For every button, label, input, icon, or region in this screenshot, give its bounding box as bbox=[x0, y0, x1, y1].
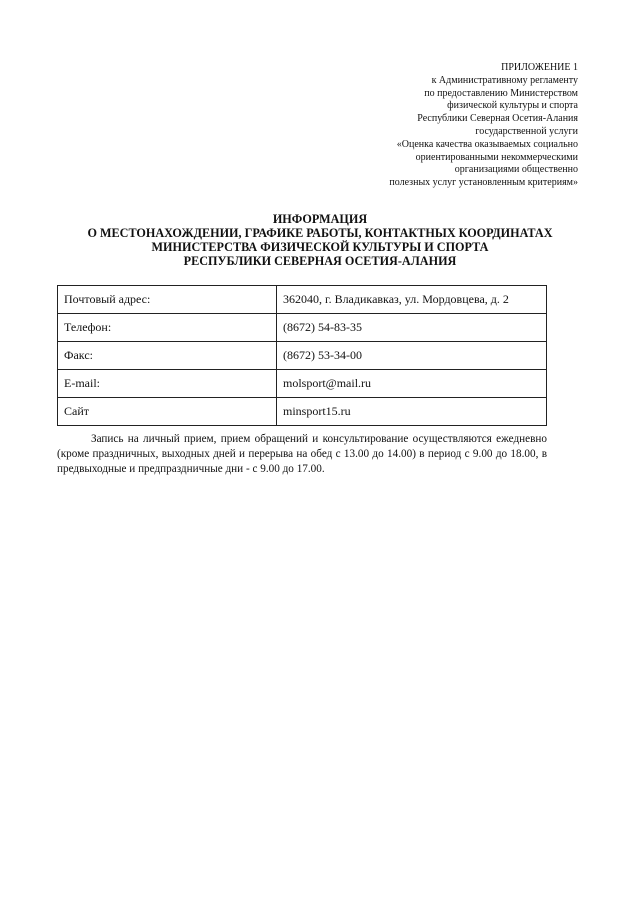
appendix-line: к Административному регламенту bbox=[431, 74, 578, 86]
appendix-line: физической культуры и спорта bbox=[447, 100, 578, 112]
table-row bbox=[58, 398, 547, 426]
phone-label: Телефон: bbox=[58, 314, 277, 342]
appendix-line: ориентированными некоммерческими bbox=[415, 151, 578, 163]
website-label: Сайт bbox=[58, 398, 277, 426]
email-value: molsport@mail.ru bbox=[277, 370, 547, 398]
reception-schedule-paragraph bbox=[57, 432, 547, 477]
appendix-line: «Оценка качества оказываемых социально bbox=[396, 138, 578, 150]
heading-line: РЕСПУБЛИКИ СЕВЕРНАЯ ОСЕТИЯ-АЛАНИЯ bbox=[183, 254, 457, 268]
contacts-table bbox=[57, 285, 547, 426]
heading-line: МИНИСТЕРСТВА ФИЗИЧЕСКОЙ КУЛЬТУРЫ И СПОРТА bbox=[151, 240, 489, 254]
phone-value: (8672) 54-83-35 bbox=[277, 314, 547, 342]
postal-address-label: Почтовый адрес: bbox=[58, 286, 277, 314]
fax-value: (8672) 53-34-00 bbox=[277, 342, 547, 370]
document-heading bbox=[50, 212, 590, 268]
appendix-line: по предоставлению Министерством bbox=[424, 87, 578, 99]
fax-label: Факс: bbox=[58, 342, 277, 370]
appendix-line: организациями общественно bbox=[454, 164, 578, 176]
website-value: minsport15.ru bbox=[277, 398, 547, 426]
heading-line: О МЕСТОНАХОЖДЕНИИ, ГРАФИКЕ РАБОТЫ, КОНТАКТНЫХ КООРДИНАТАХ bbox=[87, 226, 553, 240]
table-row bbox=[58, 342, 547, 370]
table-row bbox=[58, 314, 547, 342]
heading-title: ИНФОРМАЦИЯ bbox=[272, 212, 368, 226]
appendix-line: Республики Северная Осетия-Алания bbox=[417, 113, 578, 125]
appendix-title: ПРИЛОЖЕНИЕ 1 bbox=[501, 62, 578, 73]
table-row bbox=[58, 286, 547, 314]
appendix-line: государственной услуги bbox=[475, 125, 578, 137]
appendix-block bbox=[338, 62, 578, 190]
reception-schedule-text: Запись на личный прием, прием обращений и консультирование осуществляются ежедневно (кроме праздничных, выходных дней и перерыва на обед с 13.00 до 14.00) в период с 9.00 до 18.00, в предвыходные и предпраздничные дни - с 9.00 до 17.00. bbox=[57, 433, 547, 475]
appendix-line: полезных услуг установленным критериям» bbox=[389, 177, 578, 189]
postal-address-value: 362040, г. Владикавказ, ул. Мордовцева, д. 2 bbox=[277, 286, 547, 314]
table-row bbox=[58, 370, 547, 398]
email-label: E-mail: bbox=[58, 370, 277, 398]
